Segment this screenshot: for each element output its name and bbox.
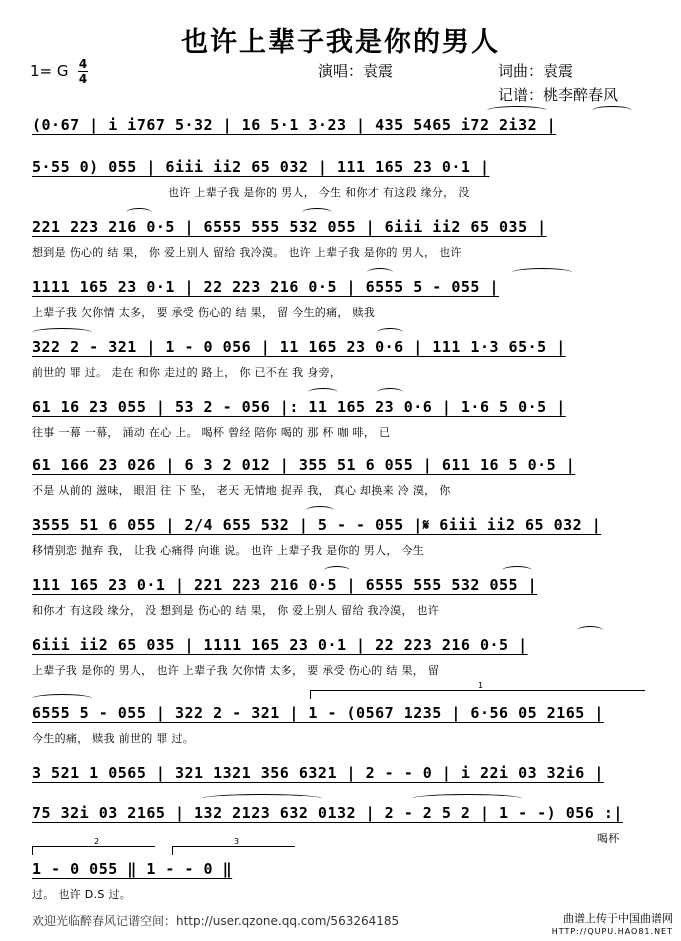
lyricist-composer-credit: 词曲：袁震 [498,62,574,80]
volta-bracket-2 [32,837,155,855]
staff-notes: 3 521 1 0565 | 321 1321 356 6321 | 2 - - 0 | i 22i 03 32i6 | [32,764,604,782]
transcriber-credit: 记谱：桃李醉春风 [498,86,619,104]
staff-9 [32,576,644,618]
staff-11 [32,681,644,746]
staff-notes: 75 32i 03 2165 | 132 2123 632 0132 | 2 - 2 5 2 | 1 - -) 056 :| [32,804,623,822]
staff-lyrics: 前世的 罪 过。 走在 和你 走过的 路上， 你 已不在 我 身旁， [32,366,342,379]
staff-lyrics: 也许 上辈子我 是你的 男人， 今生 和你才 有这段 缘分， 没 [168,186,470,199]
staff-lyrics: 喝杯 [597,832,620,845]
staff-lyrics: 往事 一幕 一幕， 涌动 在心 上。 喝杯 曾经 陪你 喝的 那 杯 咖 啡， 已 [32,426,391,439]
key-signature: 1= G [30,62,69,80]
footer-source [552,912,673,938]
staff-lyrics: 今生的痛， 赎我 前世的 罪 过。 [32,732,195,745]
staff-notes: 61 16 23 055 | 53 2 - 056 |: 11 165 23 0·6 | 1·6 5 0·5 | [32,398,566,416]
staff-notes: 6iii ii2 65 035 | 1111 165 23 0·1 | 22 223 216 0·5 | [32,636,528,654]
staff-lyrics: 和你才 有这段 缘分， 没 想到是 伤心的 结 果， 你 爱上别人 留给 我冷漠， 也许 [32,604,440,617]
footer-source-url: HTTP://QUPU.HAO81.NET [551,927,673,936]
singer-credit: 演唱：袁震 [318,62,394,80]
volta-label: 3 [234,837,240,846]
footer-source-text: 曲谱上传于中国曲谱网 [563,912,673,925]
staff-notes: 322 2 - 321 | 1 - 0 056 | 11 165 23 0·6 | 111 1·3 65·5 | [32,338,566,356]
volta-label: 2 [94,837,100,846]
staff-notes: 61 166 23 026 | 6 3 2 012 | 355 51 6 055 | 611 16 5 0·5 | [32,456,576,474]
staff-lyrics: 想到是 伤心的 结 果， 你 爱上别人 留给 我冷漠。 也许 上辈子我 是你的 男人， 也许 [32,246,462,259]
staff-5 [32,338,644,380]
staff-8 [32,516,644,558]
volta-bracket-1 [310,681,645,699]
staff-lyrics: 移情别恋 抛弃 我， 让我 心痛得 向谁 说。 也许 上辈子我 是你的 男人， 今生 [32,544,425,557]
staff-lyrics: 上辈子我 是你的 男人， 也许 上辈子我 欠你情 太多， 要 承受 伤心的 结 果， 留 [32,664,440,677]
volta-label: 1 [478,681,484,690]
staff-notes: 1111 165 23 0·1 | 22 223 216 0·5 | 6555 5 - 055 | [32,278,500,296]
footer-welcome-link: 欢迎光临醉春风记谱空间：http://user.qzone.qq.com/563264185 [32,914,400,928]
staff-7 [32,456,644,498]
staff-3 [32,218,644,260]
staff-10 [32,636,644,678]
meter-top: 4 [78,57,88,71]
staff-notes: 1 - 0 055 ‖ 1 - - 0 ‖ [32,860,233,878]
meter-bottom: 4 [78,72,88,86]
staff-lyrics: 不是 从前的 滋味， 眼泪 往 下 坠， 老天 无情地 捉弄 我， 真心 却换来 冷 漠， 你 [32,484,451,497]
staff-1 [32,116,644,158]
song-title: 也许上辈子我是你的男人 [181,27,500,58]
staff-lyrics: 过。 也许 D.S 过。 [32,888,132,901]
staff-notes: (0·67 | i i767 5·32 | 16 5·1 3·23 | 435 5465 i72 2i32 | [32,116,557,134]
staff-notes: 5·55 0) 055 | 6iii ii2 65 032 | 111 165 23 0·1 | [32,158,490,176]
staff-6 [32,398,644,440]
staff-notes: 6555 5 - 055 | 322 2 - 321 | 1 - (0567 1235 | 6·56 05 2165 | [32,704,604,722]
staff-notes: 221 223 216 0·5 | 6555 555 532 055 | 6iii ii2 65 035 | [32,218,547,236]
staff-2 [32,158,644,200]
staff-lyrics: 上辈子我 欠你情 太多， 要 承受 伤心的 结 果， 留 今生的痛， 赎我 [32,306,376,319]
staff-4 [32,278,644,320]
volta-bracket-3 [172,837,295,855]
staff-13 [32,804,644,846]
staff-notes: 111 165 23 0·1 | 221 223 216 0·5 | 6555 555 532 055 | [32,576,538,594]
staff-notes: 3555 51 6 055 | 2/4 655 532 | 5 - - 055 |𝄋 6iii ii2 65 032 | [32,516,602,534]
time-signature [78,58,88,85]
staff-12 [32,764,644,806]
